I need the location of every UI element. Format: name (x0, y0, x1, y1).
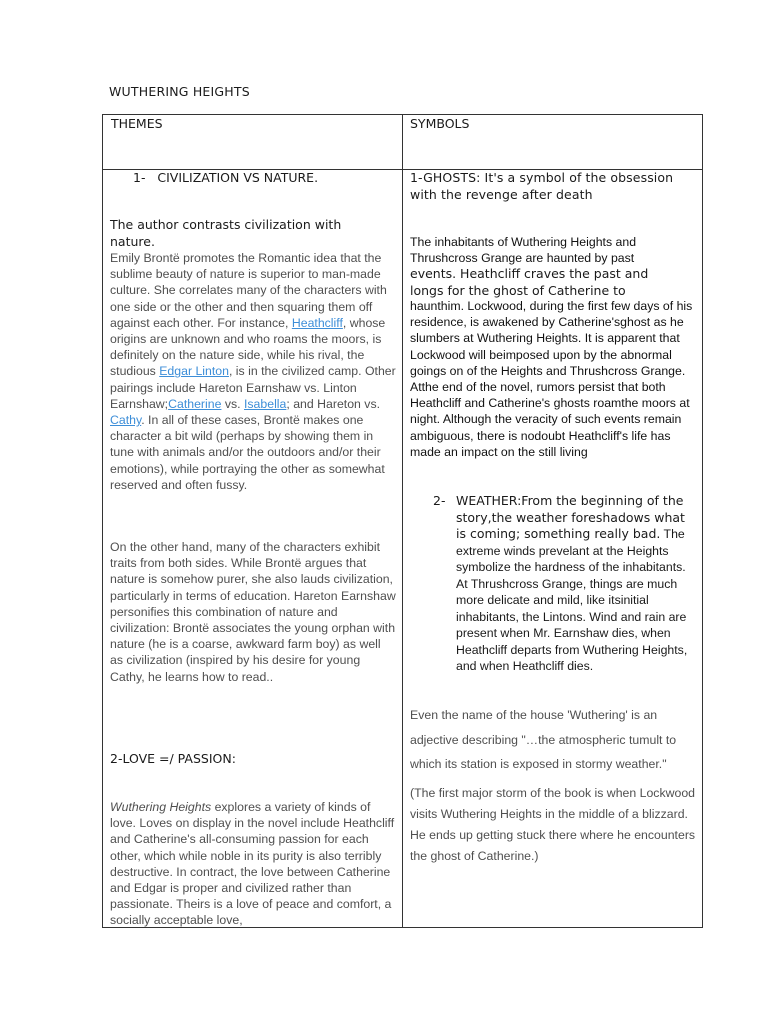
isabella-link[interactable]: Isabella (243, 396, 287, 411)
heathcliff-link[interactable]: Heathcliff (291, 315, 343, 330)
cathy-link[interactable]: Cathy (110, 413, 142, 428)
symbols-column-header: SYMBOLS (410, 116, 470, 131)
theme-1-text-d: ; and Hareton vs. (286, 396, 381, 411)
symbol-2-number: 2- (433, 493, 446, 508)
theme-2-text: explores a variety of kinds of love. Loves on display in the novel include Heathcliff and Catherine's all-consuming passion for each other, which while noble in its purity is also terribly destructive. In contract, the love between Catherine and Edgar is proper and civilized rather than passionate. Theirs is a love of peace and comfort, a socially acceptable love, (110, 800, 395, 928)
symbol-1-text-b: events. Heathcliff craves the past and longs for the ghost of Catherine to (410, 266, 649, 298)
symbol-4-paragraph: (The first major storm of the book is when Lockwood visits Wuthering Heights in the middle of a blizzard. He ends up getting stuck there where he encounters the ghost of Catherine.) (410, 786, 696, 863)
theme-2-paragraph (110, 799, 397, 929)
theme-1-text-b: , whose origins are unknown and who roams the moors, is definitely on the nature side, while his rival, the studious (110, 315, 386, 379)
symbol-1-text-c: haunthim. Lockwood, during the first few days of his residence, is awakened by Catherine'sghost as he slumbers at Wuthering Heights. It is apparent that Lockwood will beimposed upon by the abnormal goings on of the Heights and Thrushcross Grange. Atthe end of the novel, rumors persist that both Heathcliff and Catherine's ghosts roamthe moors at night. Although the veracity of such events remain ambiguous, there is nodoubt Heathcliff's life has made an impact on the still living (410, 299, 693, 459)
theme-1-heading (133, 170, 393, 187)
symbol-3-paragraph: Even the name of the house 'Wuthering' is an adjective describing "…the atmospheric tumult to which its station is exposed in stormy weather." (410, 708, 677, 771)
theme-1-text-vs: vs. (221, 396, 244, 411)
themes-symbols-table (102, 114, 703, 928)
edgar-linton-link[interactable]: Edgar Linton (159, 364, 229, 379)
theme-1-text-a: Emily Brontë promotes the Romantic idea that the sublime beauty of nature is superior to man-made culture. She correlates many of the characters with one side or the other and then squaring them off against each other. For instance, (110, 251, 387, 330)
theme-1-intro: The author contrasts civilization with nature. (110, 217, 342, 249)
theme-1-number: 1- (133, 170, 146, 185)
theme-2-heading: 2-LOVE =/ PASSION: (110, 751, 236, 766)
theme-1-paragraph (110, 250, 397, 493)
theme-1-text-c: , is in the civilized camp. Other pairings include Hareton Earnshaw vs. Linton Earnshaw; (110, 364, 396, 411)
document-title: WUTHERING HEIGHTS (109, 84, 250, 99)
themes-column-header: THEMES (111, 116, 163, 131)
catherine-link[interactable]: Catherine (168, 396, 222, 411)
novel-title-italic: Wuthering Heights (110, 800, 212, 814)
symbol-2-paragraph (456, 493, 696, 675)
theme-1-text-e: . In all of these cases, Brontë makes one character a bit wild (perhaps by showing them in tune with animals and/or the outdoors and/or their emotions), while portraying the other as somewhat reserved and often fussy. (110, 413, 385, 492)
theme-1-title: CIVILIZATION VS NATURE. (157, 170, 319, 185)
symbol-2-heading: WEATHER:From the beginning of the story,the weather foreshadows what is coming; something really bad. (456, 493, 685, 541)
symbol-1-text-a: The inhabitants of Wuthering Heights and Thrushcross Grange are haunted by past (410, 235, 637, 266)
column-divider (402, 115, 403, 927)
symbol-2-text: The extreme winds prevelant at the Heights symbolize the hardness of the inhabitants. At Thrushcross Grange, things are much more delicate and mild, like itsinitial inhabitants, the Lintons. Wind and rain are present when Mr. Earnshaw dies, when Heathcliff departs from Wuthering Heights, and when Heathcliff dies. (456, 527, 688, 673)
theme-1-paragraph-2: On the other hand, many of the characters exhibit traits from both sides. While Brontë argues that nature is somehow purer, she also lauds civilization, particularly in terms of education. Hareton Earnshaw personifies this combination of nature and civilization: Brontë associates the young orphan with nature (he is a coarse, awkward farm boy) as well as civilization (inspired by his desire for young Cathy, he learns how to read.. (110, 540, 396, 684)
symbol-1-heading: 1-GHOSTS: It's a symbol of the obsession with the revenge after death (410, 170, 674, 202)
